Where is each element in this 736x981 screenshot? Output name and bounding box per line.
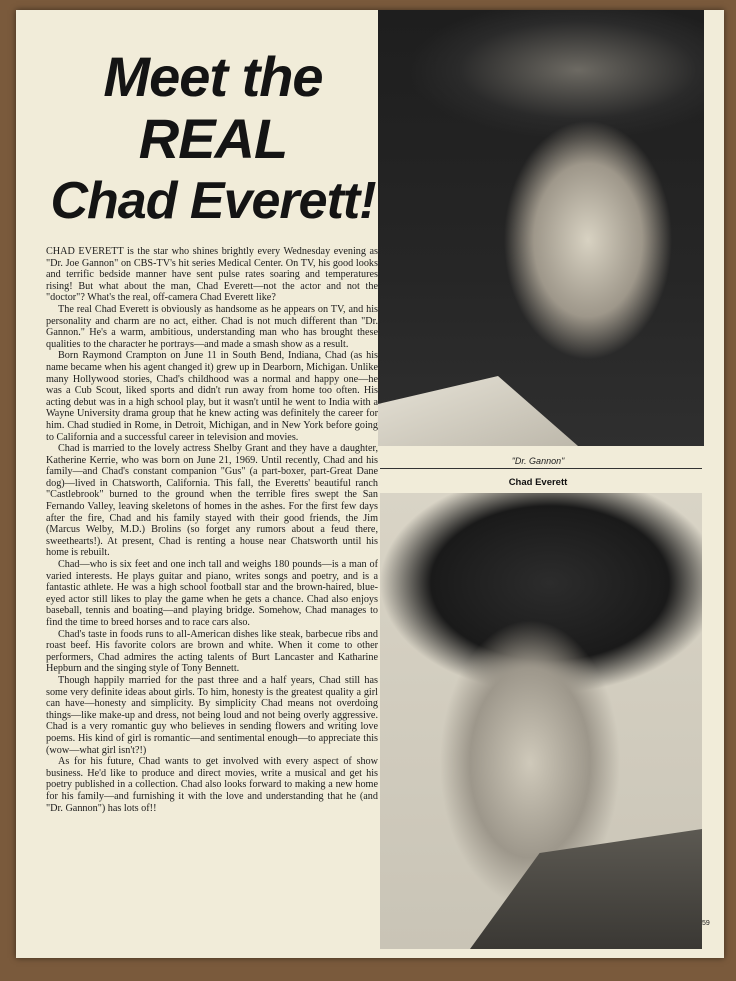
page-number: 59 xyxy=(702,920,710,927)
caption-divider xyxy=(380,468,702,469)
article-paragraph: Chad is married to the lovely actress Shelby Grant and they have a daughter, Katherine Kerrie, who was born on June 21, 1969. Until recently, Chad and his family—and Chad's constant companion "Gus" (a part-boxer, part-Great Dane dog)—lived in Chatsworth, California. This fall, the Everetts' beautiful ranch "Castlebrook" burned to the ground when the terrible fires swept the San Fernando Valley, leaving skeletons of homes in the ashes. For the first few days after the fire, Chad and his family stayed with their good friends, the Jim (Marcus Welby, M.D.) Brolins (so forget any rumors about a feud there, sweethearts!). At present, Chad is renting a house near Chatsworth until his home is rebuilt. xyxy=(46,443,378,559)
article-paragraph: The real Chad Everett is obviously as handsome as he appears on TV, and his personality and charm are no act, either. Chad is not much different than "Dr. Gannon." He's a warm, ambitious, understanding man who has brought these qualities to the character he portrays—and made a smash show as a result. xyxy=(46,303,378,350)
article-paragraph: CHAD EVERETT is the star who shines brightly every Wednesday evening as "Dr. Joe Gannon" on CBS-TV's hit series Medical Center. On TV, his good looks and terrific bedside manner have sent pulse rates soaring and temperatures rising! But what about the man, Chad Everett—not the actor and not the "doctor"? What's the real, off-camera Chad Everett like? xyxy=(46,246,378,304)
headline-line-1: Meet the xyxy=(103,45,323,108)
headline-line-3: Chad Everett! xyxy=(50,172,376,230)
article-paragraph: Born Raymond Crampton on June 11 in South Bend, Indiana, Chad (as his name became when his agent changed it) grew up in Dearborn, Michigan. Unlike many Hollywood stories, Chad's childhood was a normal and happy one—he was a Cub Scout, liked sports and didn't run away from home too often. His acting debut was in a high school play, but it wasn't until he went to India with a Wayne University drama group that he knew acting was definitely the career for him. Chad studied in Rome, in Detroit, Michigan, and in New York before going to California and a successful career in television and movies. xyxy=(46,350,378,443)
article-body xyxy=(46,246,378,814)
photo-caption-bottom: Chad Everett xyxy=(508,477,568,488)
shirt-collar-shape xyxy=(378,376,578,446)
article-paragraph: Chad—who is six feet and one inch tall and weighs 180 pounds—is a man of varied interests. He plays guitar and piano, writes songs and poetry, and is a fantastic athlete. He was a high school football star and the brown-haired, blue-eyed actor still likes to play the game when he gets a chance. Chad also enjoys baseball, tennis and boating—and playing bridge. Somehow, Chad manages to find the time to breed horses and to race cars also. xyxy=(46,559,378,628)
magazine-page xyxy=(16,10,724,958)
article-paragraph: As for his future, Chad wants to get involved with every aspect of show business. He'd like to produce and direct movies, write a musical and get his poetry published in a collection. Chad also looks forward to making a new home for his family—and furnishing it with the love and understanding that he (and "Dr. Gannon") has lots of!! xyxy=(46,756,378,814)
photo-caption-top: "Dr. Gannon" xyxy=(511,456,565,466)
article-paragraph: Though happily married for the past three and a half years, Chad still has some very definite ideas about girls. To him, honesty is the greatest quality a girl can have—honesty and simplicity. By simplicity Chad means not overdoing things—like make-up and dress, not being loud and not being overly aggressive. Chad is a very romantic guy who believes in sending flowers and writing love poems. His kind of girl is romantic—and sentimental enough—to appreciate this (wow—what girl isn't?!) xyxy=(46,674,378,756)
portrait-photo-bottom xyxy=(380,493,702,949)
portrait-photo-top xyxy=(378,10,704,446)
article-headline xyxy=(38,46,388,232)
article-paragraph: Chad's taste in foods runs to all-American dishes like steak, barbecue ribs and roast beef. His favorite colors are brown and white. When it come to other performers, Chad admires the acting talents of Burt Lancaster and Katharine Hepburn and the singing style of Tony Bennett. xyxy=(46,628,378,675)
jacket-shape xyxy=(470,829,702,949)
headline-line-2: REAL xyxy=(138,107,288,170)
